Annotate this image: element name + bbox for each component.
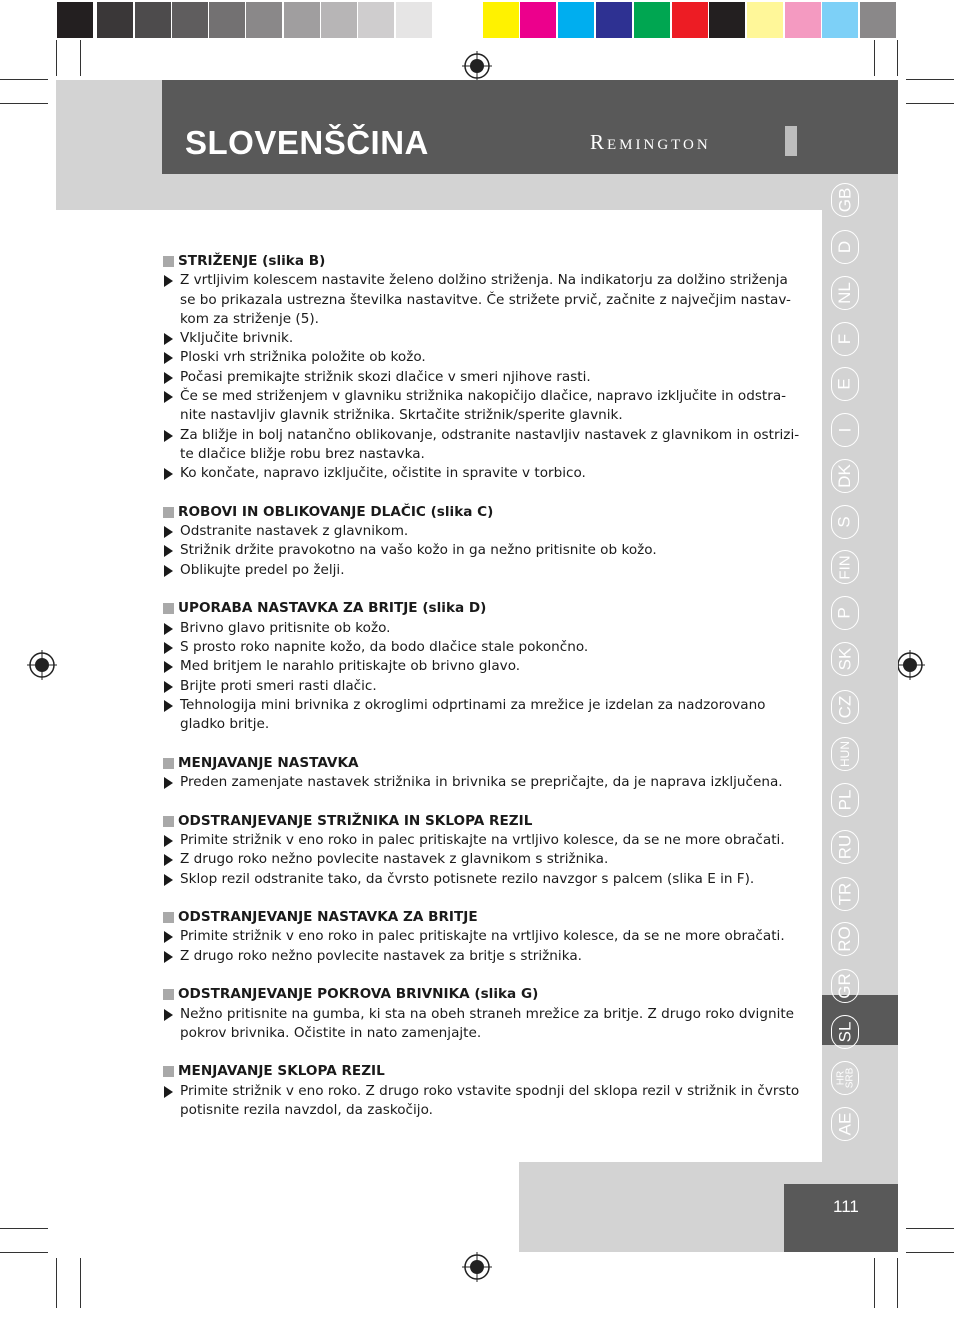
language-tab-tr[interactable]: [831, 877, 859, 911]
crop-mark: [906, 103, 954, 104]
color-swatch: [822, 2, 858, 38]
color-swatch: [246, 2, 282, 38]
brand-bar: [785, 126, 797, 156]
instruction-item: Sklop rezil odstranite tako, da čvrsto potisnete rezilo navzgor s palcem (slika E in F).: [162, 870, 802, 889]
language-tab-label: RU: [835, 834, 854, 860]
crop-mark: [874, 40, 875, 76]
language-tab-label: NL: [834, 282, 854, 304]
color-swatch: [785, 2, 821, 38]
language-tab-label: FIN: [836, 554, 854, 580]
language-tab-hun[interactable]: [831, 737, 859, 771]
section-heading: ODSTRANJEVANJE POKROVA BRIVNIKA (slika G): [162, 985, 802, 1004]
color-swatch: [520, 2, 556, 38]
language-tab-fin[interactable]: [831, 550, 859, 584]
language-tab-sk[interactable]: [831, 642, 859, 676]
color-swatch: [634, 2, 670, 38]
instruction-item: Primite strižnik v eno roko in palec pritiskajte na vrtljivo kolesce, da se ne more obračati.: [162, 927, 802, 946]
instruction-item: Če se med striženjem v glavniku strižnika nakopičijo dlačice, napravo izključite in odstra-nite nastavljiv glavnik strižnika. Skrtačite strižnik/sperite glavnik.: [162, 387, 802, 426]
registration-mark-icon: [462, 1252, 492, 1282]
language-tab-gr[interactable]: [831, 969, 859, 1003]
instruction-item: S prosto roko napnite kožo, da bodo dlačice stale pokončno.: [162, 638, 802, 657]
instruction-item: Z vrtljivim kolescem nastavite želeno dolžino striženja. Na indikatorju za dolžino striženja se bo prikazala ustrezna številka nastavitve. Če strižete prvič, začnite z največjim nastav-kom za striženje (5).: [162, 271, 802, 329]
language-tab-label: CZ: [834, 695, 854, 719]
crop-mark: [897, 40, 898, 76]
instruction-item: Primite strižnik v eno roko. Z drugo roko vstavite spodnji del sklopa rezil v strižnik in čvrsto potisnite rezila navzdol, da zaskočijo.: [162, 1082, 802, 1121]
section-gap: [162, 792, 802, 811]
crop-mark: [56, 1258, 57, 1308]
instruction-item: Za bližje in bolj natančno oblikovanje, odstranite nastavljiv nastavek z glavnikom in ostrizi-te dlačice bližje robu brez nastavka.: [162, 426, 802, 465]
language-tab-gb[interactable]: [831, 183, 859, 217]
language-tab-label: E: [835, 378, 854, 390]
language-tab-label: HUN: [838, 741, 852, 767]
language-tab-hr-srb[interactable]: [831, 1061, 859, 1095]
language-tab-label-line: HR: [835, 1070, 846, 1086]
instruction-item: Z drugo roko nežno povlecite nastavek za britje s strižnika.: [162, 947, 802, 966]
crop-mark: [56, 40, 57, 76]
section-gap: [162, 580, 802, 599]
page-title: SLOVENŠČINA: [185, 124, 429, 161]
language-tab-label: SL: [834, 1021, 854, 1043]
instruction-item: Počasi premikajte strižnik skozi dlačice v smeri njihove rasti.: [162, 368, 802, 387]
section-heading: ODSTRANJEVANJE NASTAVKA ZA BRITJE: [162, 908, 802, 927]
instruction-item: Preden zamenjate nastavek strižnika in brivnika se prepričajte, da je naprava izključena.: [162, 773, 802, 792]
instruction-item: Ko končate, napravo izključite, očistite in spravite v torbico.: [162, 464, 802, 483]
section-gap: [162, 966, 802, 985]
instruction-item: Primite strižnik v eno roko in palec pritiskajte na vrtljivo kolesce, da se ne more obračati.: [162, 831, 802, 850]
language-tab-s[interactable]: [831, 505, 859, 539]
language-tab-label: AE: [835, 1112, 854, 1136]
language-tab-label: GR: [835, 973, 854, 999]
language-tab-i[interactable]: [831, 413, 859, 447]
crop-mark: [906, 1228, 954, 1229]
color-swatch: [433, 2, 469, 38]
crop-mark: [0, 79, 48, 80]
color-swatch: [135, 2, 171, 38]
crop-mark: [0, 1252, 48, 1253]
section-gap: [162, 484, 802, 503]
crop-mark: [0, 1228, 48, 1229]
crop-mark: [874, 1258, 875, 1308]
crop-mark: [906, 79, 954, 80]
language-tab-pl[interactable]: [831, 783, 859, 817]
language-tab-label: S: [835, 516, 854, 528]
color-swatch: [672, 2, 708, 38]
color-swatch: [358, 2, 394, 38]
brand-logo: [590, 130, 711, 155]
instruction-item: Oblikujte predel po želji.: [162, 561, 802, 580]
language-tab-label: PL: [834, 789, 854, 811]
section-heading: MENJAVANJE NASTAVKA: [162, 754, 802, 773]
language-tab-f[interactable]: [831, 322, 859, 356]
crop-mark: [906, 1252, 954, 1253]
color-swatch: [57, 2, 93, 38]
language-tab-label: GB: [835, 187, 854, 213]
instruction-item: Ploski vrh strižnika položite ob kožo.: [162, 348, 802, 367]
instruction-item: Strižnik držite pravokotno na vašo kožo in ga nežno pritisnite ob kožo.: [162, 541, 802, 560]
language-tab-label: F: [834, 333, 854, 345]
language-tab-label: P: [835, 607, 854, 619]
color-swatch: [558, 2, 594, 38]
language-tab-nl[interactable]: [831, 276, 859, 310]
language-tab-label: TR: [834, 882, 854, 906]
language-tab-ae[interactable]: [831, 1107, 859, 1141]
instruction-item: Vključite brivnik.: [162, 329, 802, 348]
language-tab-cz[interactable]: [831, 690, 859, 724]
instruction-item: Odstranite nastavek z glavnikom.: [162, 522, 802, 541]
color-swatch: [860, 2, 896, 38]
color-swatch: [747, 2, 783, 38]
color-swatch: [172, 2, 208, 38]
crop-mark: [0, 103, 48, 104]
language-tab-d[interactable]: [831, 230, 859, 264]
crop-mark: [80, 1258, 81, 1308]
language-tab-ru[interactable]: [831, 830, 859, 864]
instruction-item: Nežno pritisnite na gumba, ki sta na obeh straneh mrežice za britje. Z drugo roko dvignite pokrov brivnika. Očistite in nato zamenjajte.: [162, 1005, 802, 1044]
color-swatch: [709, 2, 745, 38]
instructions-content: [162, 252, 802, 1120]
registration-mark-icon: [27, 650, 57, 680]
language-tab-label: SK: [835, 647, 854, 671]
language-tab-ro[interactable]: [831, 922, 859, 956]
section-gap: [162, 734, 802, 753]
section-heading: STRIŽENJE (slika B): [162, 252, 802, 271]
registration-mark-icon: [462, 51, 492, 81]
section-heading: MENJAVANJE SKLOPA REZIL: [162, 1062, 802, 1081]
language-tab-label: D: [835, 240, 854, 254]
color-swatch: [209, 2, 245, 38]
language-tab-label: [836, 1068, 854, 1089]
instruction-item: Brivno glavo pritisnite ob kožo.: [162, 619, 802, 638]
color-swatch: [396, 2, 432, 38]
crop-mark: [897, 1258, 898, 1308]
section-heading: UPORABA NASTAVKA ZA BRITJE (slika D): [162, 599, 802, 618]
color-calibration-strip: [0, 2, 954, 38]
language-tab-sl[interactable]: [831, 1015, 859, 1049]
registration-mark-icon: [895, 650, 925, 680]
color-swatch: [284, 2, 320, 38]
page-number-box: [784, 1184, 898, 1252]
instruction-item: Brijte proti smeri rasti dlačic.: [162, 677, 802, 696]
page-number: 111: [833, 1197, 859, 1216]
color-swatch: [321, 2, 357, 38]
crop-mark: [80, 40, 81, 76]
language-tab-label: RO: [835, 926, 854, 952]
instruction-item: Z drugo roko nežno povlecite nastavek z glavnikom s strižnika.: [162, 850, 802, 869]
section-gap: [162, 889, 802, 908]
language-tab-label: I: [834, 427, 854, 433]
color-swatch: [596, 2, 632, 38]
instruction-item: Tehnologija mini brivnika z okroglimi odprtinami za mrežice je izdelan za nadzorovano gladko britje.: [162, 696, 802, 735]
color-swatch: [97, 2, 133, 38]
language-tab-p[interactable]: [831, 596, 859, 630]
instruction-item: Med britjem le narahlo pritiskajte ob brivno glavo.: [162, 657, 802, 676]
language-tab-e[interactable]: [831, 367, 859, 401]
section-gap: [162, 1043, 802, 1062]
color-swatch: [483, 2, 519, 38]
language-tab-dk[interactable]: [831, 459, 859, 493]
brand-logo-text: Remington: [590, 130, 711, 154]
section-heading: ODSTRANJEVANJE STRIŽNIKA IN SKLOPA REZIL: [162, 812, 802, 831]
language-tab-label-line: SRB: [844, 1067, 855, 1089]
language-tab-label: DK: [835, 464, 854, 488]
section-heading: ROBOVI IN OBLIKOVANJE DLAČIC (slika C): [162, 503, 802, 522]
